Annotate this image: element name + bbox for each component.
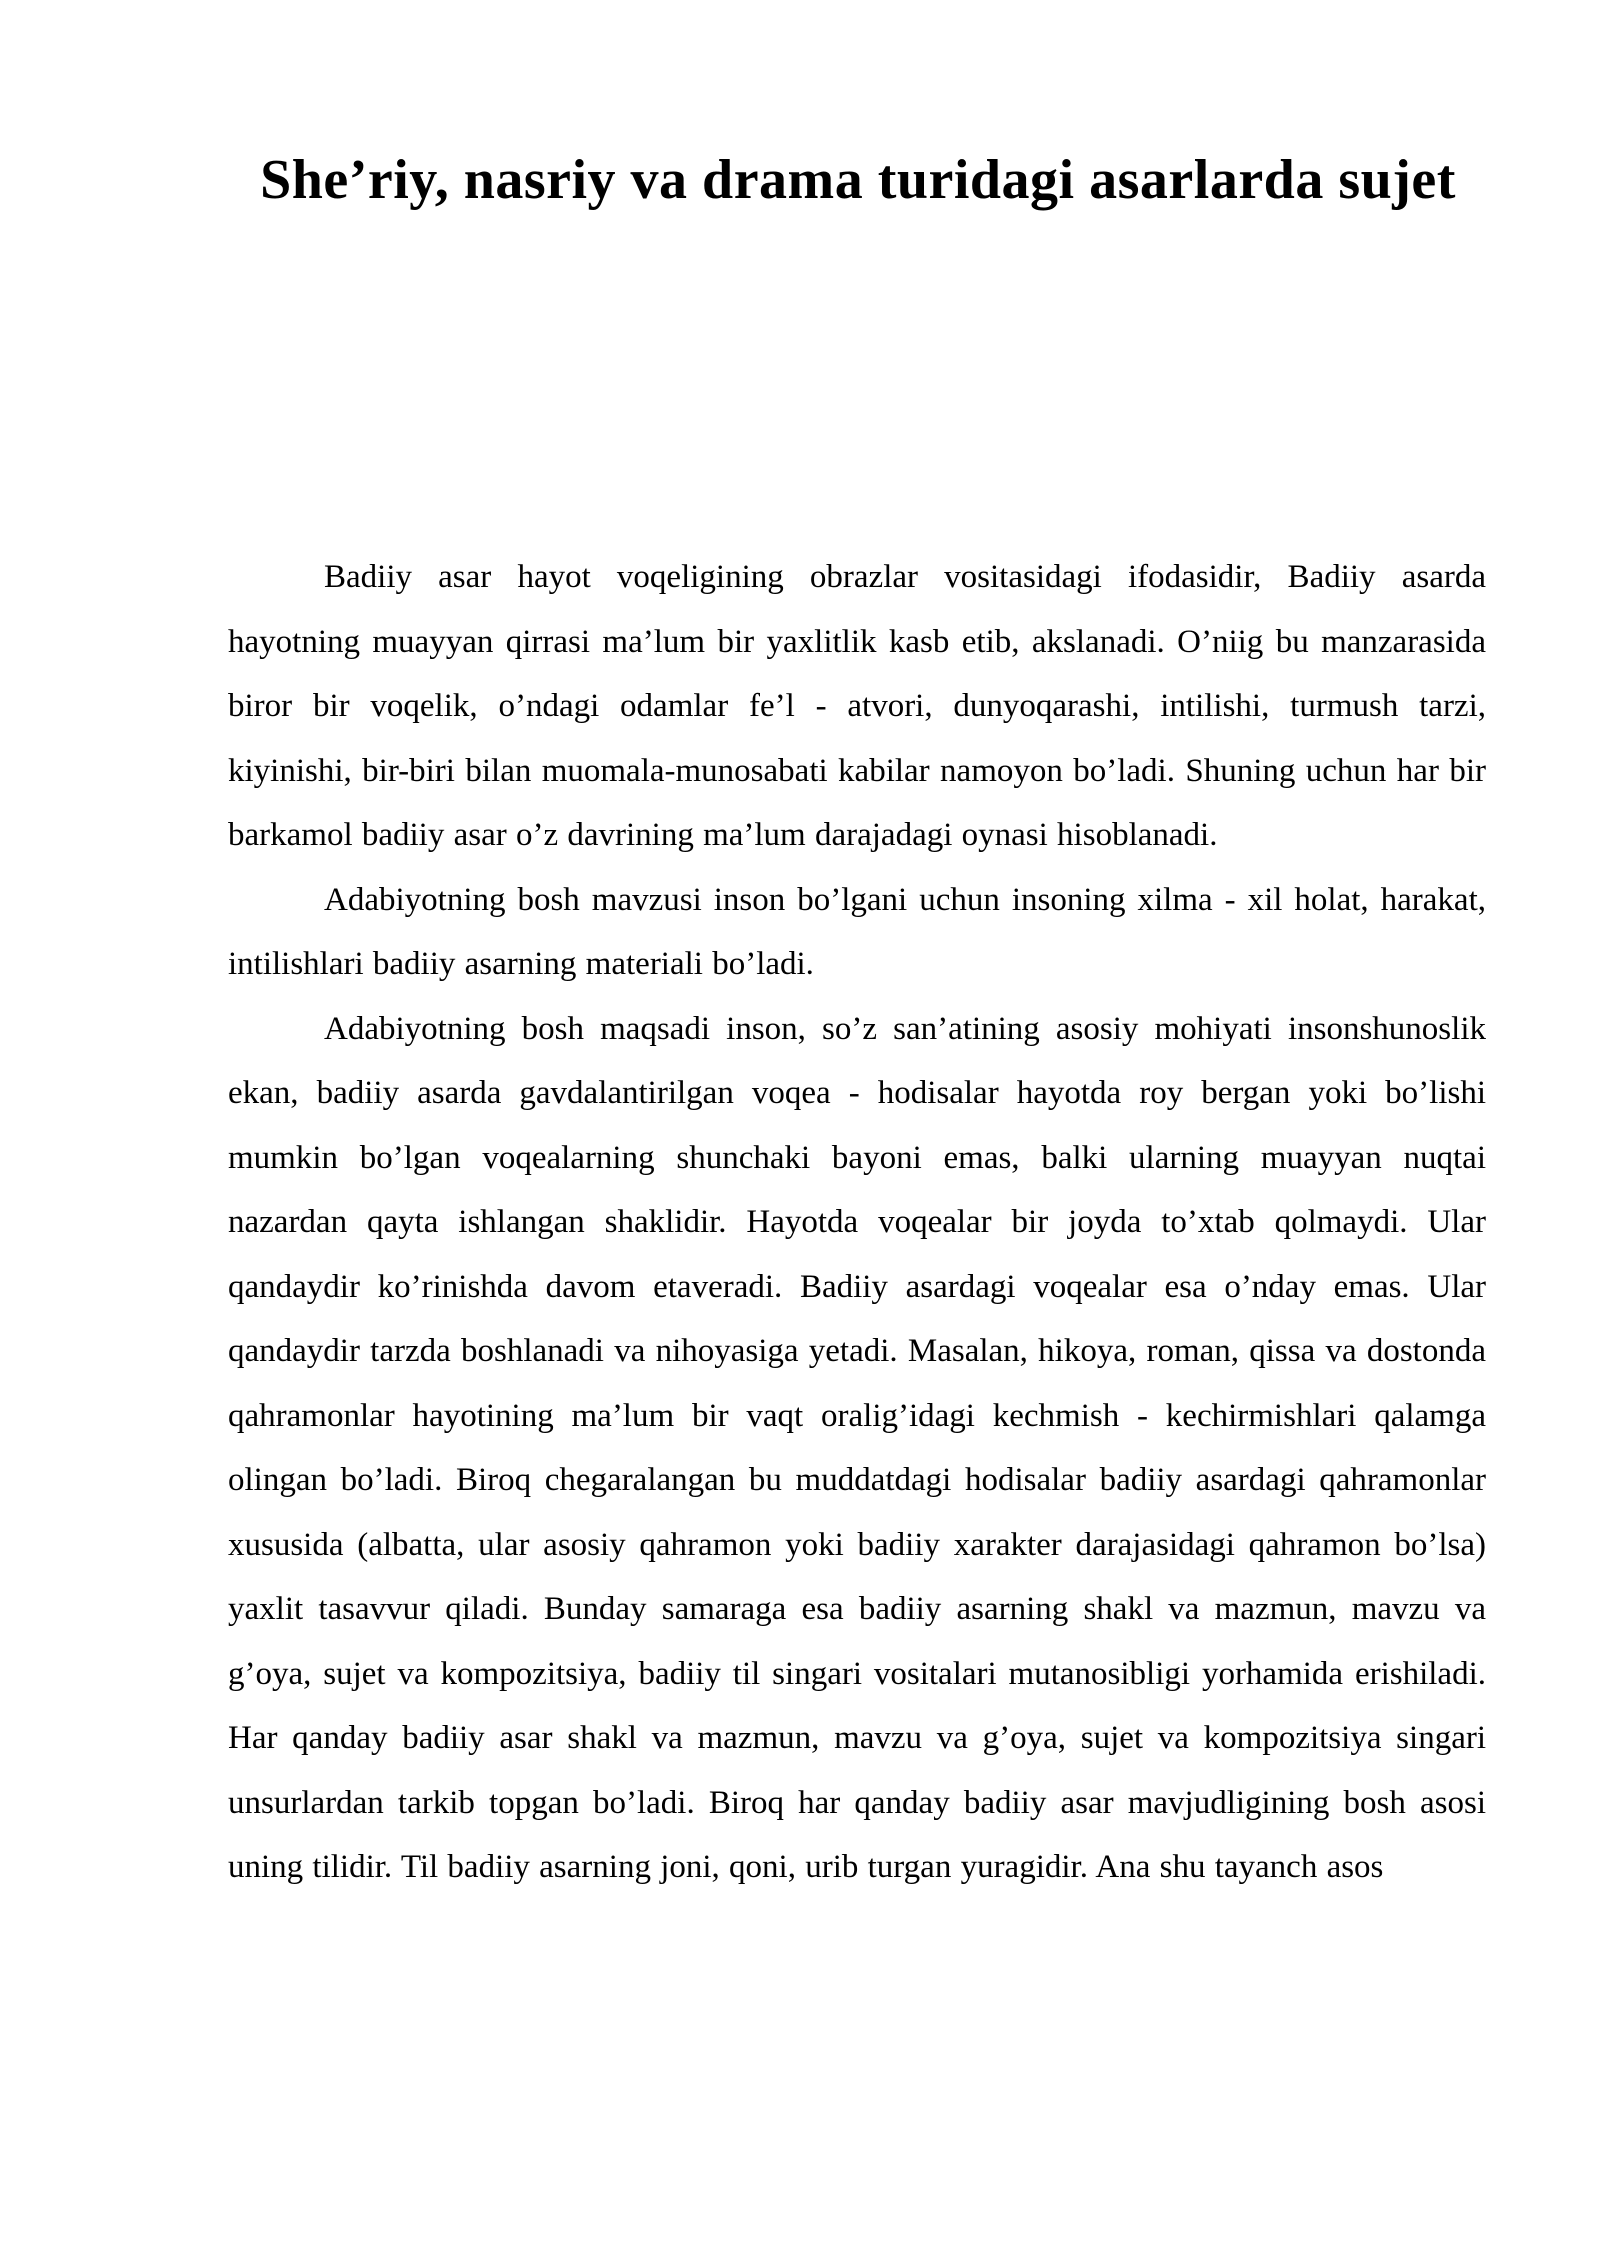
document-title: She’riy, nasriy va drama turidagi asarlarda sujet [260, 149, 1456, 211]
body-paragraph: Badiiy asar hayot voqeligining obrazlar vositasidagi ifodasidir, Badiiy asarda hayotning muayyan qirrasi ma’lum bir yaxlitlik kasb etib, akslanadi. O’niig bu manzarasida biror bir voqelik, o’ndagi odamlar fe’l - atvori, dunyoqarashi, intilishi, turmush tarzi, kiyinishi, bir-biri bilan muomala-munosabati kabilar namoyon bo’ladi. Shuning uchun har bir barkamol badiiy asar o’z davrining ma’lum darajadagi oynasi hisoblanadi. [228, 559, 1486, 853]
body-paragraph: Adabiyotning bosh maqsadi inson, so’z san’atining asosiy mohiyati insonshunoslik ekan, badiiy asarda gavdalantirilgan voqea - hodisalar hayotda roy bergan yoki bo’lishi mumkin bo’lgan voqealarning shunchaki bayoni emas, balki ularning muayyan nuqtai nazardan qayta ishlangan shaklidir. Hayotda voqealar bir joyda to’xtab qolmaydi. Ular qandaydir ko’rinishda davom etaveradi. Badiiy asardagi voqealar esa o’nday emas. Ular qandaydir tarzda boshlanadi va nihoyasiga yetadi. Masalan, hikoya, roman, qissa va dostonda qahramonlar hayotining ma’lum bir vaqt oralig’idagi kechmish - kechirmishlari qalamga olingan bo’ladi. Biroq chegaralangan bu muddatdagi hodisalar badiiy asardagi qahramonlar xususida (albatta, ular asosiy qahramon yoki badiiy xarakter darajasidagi qahramon bo’lsa) yaxlit tasavvur qiladi. Bunday samaraga esa badiiy asarning shakl va mazmun, mavzu va g’oya, sujet va kompozitsiya, badiiy til singari vositalari mutanosibligi yorhamida erishiladi. Har qanday badiiy asar shakl va mazmun, mavzu va g’oya, sujet va kompozitsiya singari unsurlardan tarkib topgan bo’ladi. Biroq har qanday badiiy asar mavjudligining bosh asosi uning tilidir. Til badiiy asarning joni, qoni, urib turgan yuragidir. Ana shu tayanch asos [228, 1010, 1486, 1885]
document-body [228, 545, 1486, 1900]
body-paragraph: Adabiyotning bosh mavzusi inson bo’lgani uchun insoning xilma - xil holat, harakat, intilishlari badiiy asarning materiali bo’ladi. [228, 881, 1486, 982]
